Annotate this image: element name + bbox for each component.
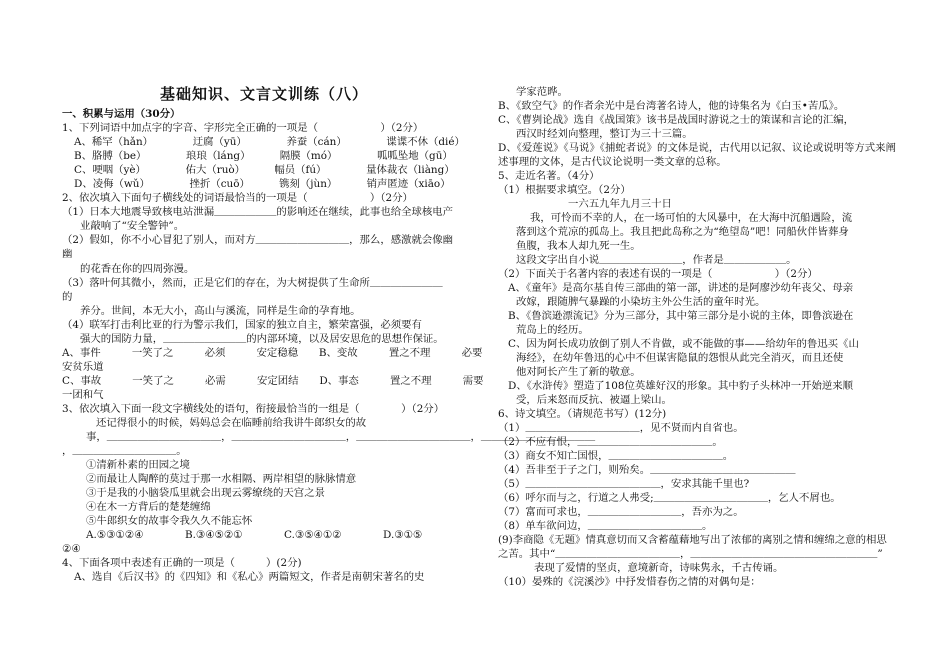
right-text-line: 一六五九年九月三十日 [568,198,672,210]
left-text-line: 幽 [62,248,73,260]
right-text-line: 6、诗文填空。（请规范书写）(12分) [498,408,667,420]
right-text-line: （2）下面关于名著内容的表述有误的一项是（ ）（2分） [498,268,818,280]
right-text-line: B、《致空气》的作者余光中是台湾著名诗人，他的诗集名为《白玉•苦瓜》。 [498,100,845,112]
left-text-line: ③于是我的小脑袋瓜里就会出现云雾缭绕的天宫之景 [86,487,325,499]
right-text-line: 他对阿长产生了新的敬意。 [516,366,641,378]
left-text-line: ④在木一方背后的楚楚缠绵 [86,501,211,513]
right-text-line: C、《曹刿论战》选自《战国策》该书是战国时游说之士的策谋和言论的汇编， [498,114,855,126]
left-text-line: ，＿＿＿＿＿＿＿＿＿＿。 [62,445,187,457]
right-text-line: （4）吾非至于子之门，则殆矣。＿＿＿＿＿＿＿＿＿＿＿＿＿＿ [498,464,796,476]
left-text-line: 业敲响了“安全警钟”。 [80,220,185,232]
left-text-line: A、选自《后汉书》的《四知》和《私心》两篇短文，作者是南朝宋著名的史 [74,571,425,583]
left-text-line: D、凌侮（wǔ） 挫折（cuō） 镌刻（jùn） 销声匿迹（xiāo） [74,178,451,190]
left-text-line: 的花香在你的四周弥漫。 [80,263,195,275]
left-text-line: 事，＿＿＿＿＿＿＿＿＿＿＿，＿＿＿＿＿＿＿＿＿＿＿，＿＿＿＿＿＿＿＿＿＿＿，＿＿＿＿＿＿＿＿＿＿＿ [86,431,596,443]
left-text-line: ⑤牛郎织女的故事令我久久不能忘怀 [86,515,253,527]
right-text-line: 5、走近名著。（4分） [498,170,600,182]
left-text-line: A.⑤③①②④ B.③④⑤②① C.③⑤④①② D.③①⑤ [86,529,423,541]
right-text-line: （2）不应有恨，＿＿＿＿＿＿＿＿＿＿＿＿＿。 [498,436,723,448]
left-text-line: ①清新朴素的田园之境 [86,459,190,471]
left-text-line: 养分。世间，本无大小，高山与溪流，同样是生命的孕育地。 [80,305,361,317]
right-text-line: 受，后来怒而反抗、被逼上梁山。 [516,394,672,406]
right-text-line: 学家范晔。 [516,86,568,98]
right-text-line: （8）单车欲问边，＿＿＿＿＿＿＿＿＿＿＿。 [498,520,713,532]
right-text-line: B、《鲁滨逊漂流记》分为三部分，其中第三部分是小说的主体，即鲁滨逊在 [508,310,854,322]
right-text-line: 述事理的文体，是古代议论说明一类文章的总称。 [498,156,727,168]
left-text-line: 安贫乐道 [62,361,104,373]
left-text-line: A、事件 一笑了之 必须 安定稳稳 B、变故 置之不理 必要 [62,347,483,359]
left-text-line: 还记得很小的时候，妈妈总会在临睡前给我讲牛郎织女的故 [96,417,367,429]
right-text-line: 鱼腹，我本人却九死一生。 [516,240,641,252]
left-text-line: 1、下列词语中加点字的字音、字形完全正确的一项是（ ）（2分） [62,122,424,134]
left-text-line: ②而最让人陶醉的莫过于那一水相隔、两岸相望的脉脉情意 [86,473,357,485]
right-text-line: 表现了爱情的坚贞，意境新奇，诗味隽永，千古传诵。 [534,562,784,574]
left-text-line: （1）日本大地震导致核电站泄漏＿＿＿＿＿＿的影响还在继续，此事也给全球核电产 [62,206,454,218]
right-text-line: D、《爱莲说》《马说》《捕蛇者说》的文体是说，古代用以记叙、议论或说明等方式来阐 [498,142,896,154]
left-text-line: 的 [62,291,73,303]
left-text-line: 强大的国防力量，＿＿＿＿＿＿＿＿的内部环境，以及居安思危的思想作保证。 [80,333,444,345]
left-text-line: 4、下面各项中表述有正确的一项是（ ）(2分) [62,557,302,569]
right-text-line: （7）富而可求也，＿＿＿＿＿＿＿＿＿，吾亦为之。 [498,506,744,518]
right-text-line: （6）呼尔而与之，行道之人弗受;＿＿＿＿＿＿＿＿＿＿＿，乞人不屑也。 [498,492,841,504]
right-text-line: 改嫁，跟随脾气暴躁的小染坊主外公生活的童年时光。 [516,296,766,308]
right-text-line: （10）晏殊的《浣溪沙》中抒发惜春伤之情的对偶句是： [498,576,761,588]
left-text-line: B、胳膊（be） 琅琅（láng） 隔膜（mó） 呱呱坠地（gū） [74,150,453,162]
right-text-line: D、《水浒传》塑造了108位英雄好汉的形象。其中豹子头林冲一开始逆来顺 [508,380,854,392]
left-text-line: 3、依次填入下面一段文字横线处的语句，衔接最恰当的一组是（ ）（2分） [62,403,445,415]
right-text-line: C、因为阿长成功放倒了别人不肯做，或不能做的事——给幼年的鲁迅买《山 [508,338,859,350]
left-text-line: ②④ [62,543,81,555]
right-text-line: (9)李商隐《无题》情真意切而又含蓄蕴藉地写出了浓郁的离别之情和缠绵之意的相思 [498,534,887,546]
right-text-line: 西汉时经刘向整理，整订为三十三篇。 [516,128,693,140]
left-text-line: A、稀罕（hǎn） 迂腐（yū） 养蚕（cán） 谍谍不休（dié） [74,136,465,148]
page-title: 基础知识、文言文训练（八） [160,85,369,103]
right-text-line: （3）商女不知亡国恨，＿＿＿＿＿＿＿＿＿＿＿。 [498,450,734,462]
right-text-line: 落到这个荒凉的孤岛上。我且把此岛称之为“绝望岛”吧！同船伙伴皆葬身 [516,226,849,238]
left-text-line: 一、积累与运用（30分） [62,108,181,120]
right-text-line: 这段文字出自小说＿＿＿＿＿＿＿＿，作者是＿＿＿＿＿＿。 [516,254,797,266]
left-text-line: （3）落叶何其微小，然而，正是它们的存在，为大树提供了生命所＿＿＿＿＿＿＿ [62,277,443,289]
right-text-line: 之苦。其中“＿＿＿＿＿＿＿＿＿＿＿＿，＿＿＿＿＿＿＿＿＿＿＿＿＿＿＿＿＿＿” [498,548,883,560]
left-text-line: 2、依次填入下面句子横线处的词语最恰当的一项是（ ）（2分） [62,192,413,204]
left-text-line: C、事故 一笑了之 必需 安定团结 D、事态 置之不理 需要 [62,375,484,387]
right-text-line: （1）根据要求填空。（2分） [498,184,631,196]
left-text-line: （2）假如，你不小心冒犯了别人，而对方＿＿＿＿＿＿＿＿＿，那么，感激就会像幽 [62,234,454,246]
right-text-line: （1）＿＿＿＿＿＿＿＿＿＿＿，见不贤而内自省也。 [498,422,744,434]
right-text-line: A、《童年》是高尔基自传三部曲的第一部，讲述的是阿廖沙幼年丧父、母亲 [508,282,854,294]
left-text-line: （4）联军打击利比亚的行为警示我们，国家的独立自主，繁荣富强，必须要有 [62,319,422,331]
right-text-line: 荒岛上的经历。 [516,324,589,336]
left-text-line: 一团和气 [62,389,104,401]
right-text-line: 我，可怜而不幸的人，在一场可怕的大风暴中，在大海中沉船遇险，流 [530,212,853,224]
right-text-line: （5）＿＿＿＿＿＿＿＿＿＿＿＿＿，安求其能千里也? [498,478,750,490]
right-text-line: 海经》，在幼年鲁迅的心中不但谋害隐鼠的怨恨从此完全消灭，而且还使 [516,352,844,364]
left-text-line: C、哽咽（yè） 佑大（ruò） 幅员（fú） 量体裁衣（liàng） [74,164,455,176]
